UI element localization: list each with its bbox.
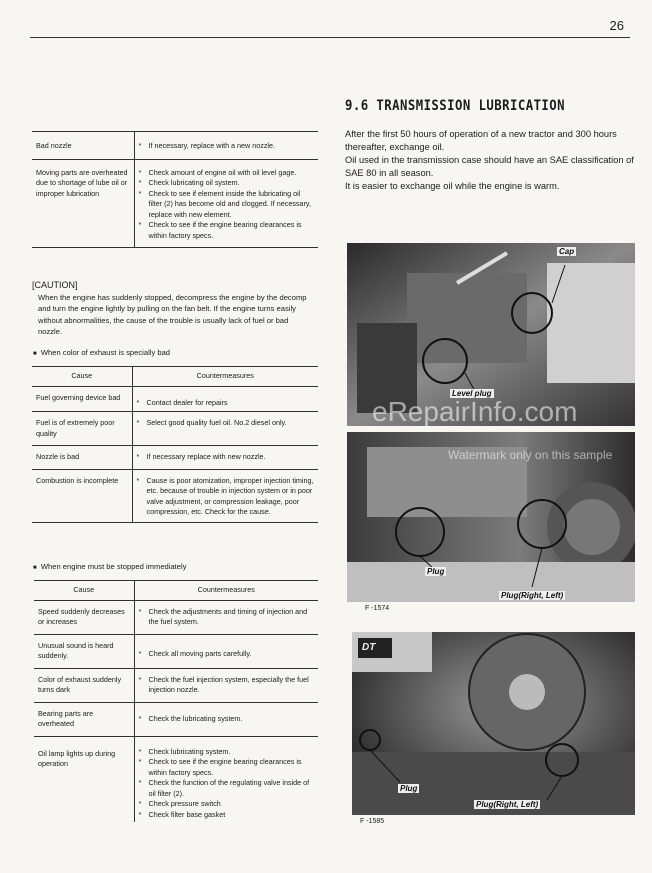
section-intro (345, 128, 637, 193)
photo-illustration (352, 632, 635, 815)
measure-item: * Check pressure switch (139, 799, 315, 810)
measure-item: * Check to see if the engine bearing clearances is within factory specs. (139, 220, 315, 241)
table-cell-measures (134, 634, 318, 668)
watermark-text: eRepairInfo.com (372, 396, 578, 427)
measure-item: * Check filter base gasket (139, 810, 315, 821)
figure-number-2: F -1585 (360, 818, 385, 825)
table-cell-cause: Moving parts are overheated due to shortage of lube oil or improper lubrication (32, 159, 134, 248)
table-cell-cause: Fuel governing device bad (32, 386, 132, 412)
table-cell-cause: Fuel is of extremely poor quality (32, 412, 132, 446)
measure-item: * Check all moving parts carefully. (139, 649, 315, 660)
measure-item: * If necessary, replace with a new nozzle. (139, 141, 315, 152)
measure-item: * Check the lubricating system. (139, 714, 315, 725)
caution-heading: [CAUTION] (32, 280, 78, 290)
stop-table (34, 580, 318, 822)
section-title: 9.6 TRANSMISSION LUBRICATION (345, 98, 566, 114)
exhaust-table (32, 366, 318, 523)
label-plug: Plug (427, 567, 445, 576)
measure-item: * Cause is poor atomization, improper injection timing, etc. because of trouble in injection system or in poor valve adjustment, or compression leakage, poor compression, etc. Check for the cause. (137, 476, 315, 518)
table-cell-cause: Oil lamp lights up during operation (34, 736, 134, 822)
photo-dt-plugs (352, 632, 635, 815)
table-cell-cause: Unusual sound is heard suddenly. (34, 634, 134, 668)
intro-paragraph-2: Oil used in the transmission case should have an SAE classification of SAE 80 in all season. (345, 155, 634, 178)
label-dt: DT (362, 642, 376, 653)
column-header-measures: Countermeasures (134, 581, 318, 601)
table-row (32, 386, 318, 412)
measure-item: * Check lubricating system. (139, 747, 315, 758)
watermark-subtext: Watermark only on this sample (448, 448, 613, 462)
label-cap: Cap (559, 247, 575, 256)
table-row (34, 702, 318, 736)
measure-item: * Check the fuel injection system, especially the fuel injection nozzle. (139, 675, 315, 696)
figure-number-1: F -1574 (365, 605, 390, 612)
measure-item: * Check the adjustments and timing of injection and the fuel system. (139, 607, 315, 628)
table-cell-measures (134, 702, 318, 736)
label-plug-right-left: Plug(Right, Left) (501, 591, 564, 600)
measure-item: * Check amount of engine oil with oil level gage. (139, 168, 315, 179)
label-plug-right-left: Plug(Right, Left) (476, 800, 539, 809)
measure-item: * If necessary replace with new nozzle. (137, 452, 315, 463)
table-cell-measures (134, 132, 318, 160)
measure-item: * Check to see if element inside the lubricating oil filter (2) has become old and clogged. If necessary, replace with new element. (139, 189, 315, 221)
measure-item: * Select good quality fuel oil. No.2 diesel only. (137, 418, 315, 429)
label-level-plug: Level plug (452, 389, 492, 398)
header-rule (30, 37, 630, 38)
table-cell-cause: Bad nozzle (32, 132, 134, 160)
table-cell-measures (132, 446, 318, 470)
measure-item: * Check the function of the regulating valve inside of oil filter (2). (139, 778, 315, 799)
page-number: 26 (609, 18, 624, 33)
table-cell-measures (134, 159, 318, 248)
measure-item: * Check to see if the engine bearing clearances is within factory specs. (139, 757, 315, 778)
table-row (32, 446, 318, 470)
table-row (34, 736, 318, 822)
table-cell-cause: Combustion is incomplete (32, 469, 132, 522)
column-header-cause: Cause (34, 581, 134, 601)
intro-paragraph-1: After the first 50 hours of operation of a new tractor and 300 hours thereafter, exchange oil. (345, 129, 617, 152)
table-row (32, 412, 318, 446)
table-cell-measures (134, 668, 318, 702)
table-cell-cause: Color of exhaust suddenly turns dark (34, 668, 134, 702)
table-cell-cause: Bearing parts are overheated (34, 702, 134, 736)
caution-text: When the engine has suddenly stopped, decompress the engine by the decomp and turn the engine lightly by pulling on the fan belt. If the engine turns easily without abnormalities, the cause of the trouble is usually lack of fuel or bad nozzle. (38, 292, 307, 336)
caution-block (32, 280, 312, 338)
measure-item: * Check lubricating oil system. (139, 178, 315, 189)
table-row (32, 159, 318, 248)
table-row (34, 668, 318, 702)
label-plug: Plug (400, 784, 418, 793)
table-row (34, 600, 318, 634)
table-cell-measures (132, 412, 318, 446)
table-row (34, 634, 318, 668)
nozzle-table (32, 131, 318, 248)
table-cell-measures (132, 469, 318, 522)
table-cell-cause: Nozzle is bad (32, 446, 132, 470)
table-cell-measures (132, 386, 318, 412)
table-cell-measures (134, 736, 318, 822)
stop-table-heading: ■ When engine must be stopped immediately (33, 562, 187, 571)
table-cell-measures (134, 600, 318, 634)
measure-item: * Contact dealer for repairs (137, 398, 315, 409)
exhaust-table-heading: ■ When color of exhaust is specially bad (33, 348, 171, 357)
table-row (32, 469, 318, 522)
intro-paragraph-3: It is easier to exchange oil while the engine is warm. (345, 181, 560, 191)
column-header-cause: Cause (32, 367, 132, 387)
table-cell-cause: Speed suddenly decreases or increases (34, 600, 134, 634)
table-row (32, 132, 318, 160)
column-header-measures: Countermeasures (132, 367, 318, 387)
